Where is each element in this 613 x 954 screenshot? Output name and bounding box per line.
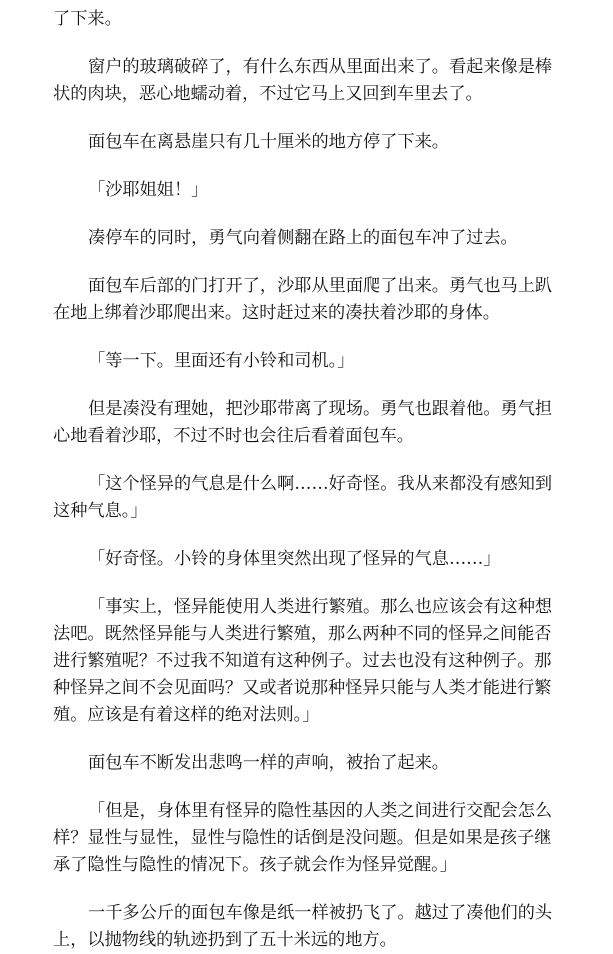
text-line: 面包车在离悬崖只有几十厘米的地方停了下来。: [88, 132, 449, 152]
text-line: 心地看着沙耶，不过不时也会往后看着面包车。: [53, 426, 414, 446]
text-line: 凑停车的同时，勇气向着侧翻在路上的面包车冲了过去。: [88, 228, 518, 248]
text-line: 面包车后部的门打开了，沙耶从里面爬了出来。勇气也马上趴: [88, 276, 553, 296]
text-line: 进行繁殖呢？不过我不知道有这种例子。过去也没有这种例子。那: [53, 651, 552, 671]
paragraph: [53, 471, 563, 525]
paragraph: [53, 546, 563, 573]
text-line: 但是凑没有理她，把沙耶带离了现场。勇气也跟着他。勇气担: [88, 399, 553, 419]
text-line: 殖。应该是有着这样的绝对法则。」: [53, 705, 320, 725]
paragraph: [53, 273, 563, 327]
paragraph: [53, 750, 563, 777]
text-line: 「等一下。里面还有小铃和司机。」: [88, 351, 355, 371]
paragraph: [53, 396, 563, 450]
text-line: 承了隐性与隐性的情况下。孩子就会作为怪异觉醒。」: [53, 855, 457, 875]
paragraph: [53, 177, 563, 204]
text-line: 上，以抛物线的轨迹扔到了五十米远的地方。: [53, 930, 397, 950]
text-line: 了下来。: [53, 9, 122, 29]
text-line: 窗户的玻璃破碎了，有什么东西从里面出来了。看起来像是棒: [88, 57, 553, 77]
text-line: 种怪异之间不会见面吗？又或者说那种怪异只能与人类才能进行繁: [53, 678, 552, 698]
text-line: 这种气息。」: [53, 501, 148, 521]
text-line: 「沙耶姐姐！」: [88, 180, 209, 200]
paragraph: [53, 594, 563, 729]
text-line: 法吧。既然怪异能与人类进行繁殖，那么两种不同的怪异之间能否: [53, 624, 552, 644]
text-line: 「但是，身体里有怪异的隐性基因的人类之间进行交配会怎么: [88, 801, 553, 821]
text-line: 在地上绑着沙耶爬出来。这时赶过来的凑扶着沙耶的身体。: [53, 303, 500, 323]
text-line: 状的肉块，恶心地蠕动着，不过它马上又回到车里去了。: [53, 84, 483, 104]
paragraph: [53, 54, 563, 108]
paragraph: [53, 900, 563, 954]
paragraph: [53, 129, 563, 156]
text-line: 「事实上，怪异能使用人类进行繁殖。那么也应该会有这种想: [88, 597, 553, 617]
text-line: 「这个怪异的气息是什么啊……好奇怪。我从来都没有感知到: [88, 474, 553, 494]
text-line: 面包车不断发出悲鸣一样的声响，被抬了起来。: [88, 753, 449, 773]
text-line: 一千多公斤的面包车像是纸一样被扔飞了。越过了凑他们的头: [88, 903, 553, 923]
paragraph: [53, 798, 563, 879]
paragraph: [53, 6, 563, 33]
text-line: 样？显性与显性，显性与隐性的话倒是没问题。但是如果是孩子继: [53, 828, 552, 848]
text-line: 「好奇怪。小铃的身体里突然出现了怪异的气息……」: [88, 549, 501, 569]
paragraph: [53, 225, 563, 252]
paragraph: [53, 348, 563, 375]
